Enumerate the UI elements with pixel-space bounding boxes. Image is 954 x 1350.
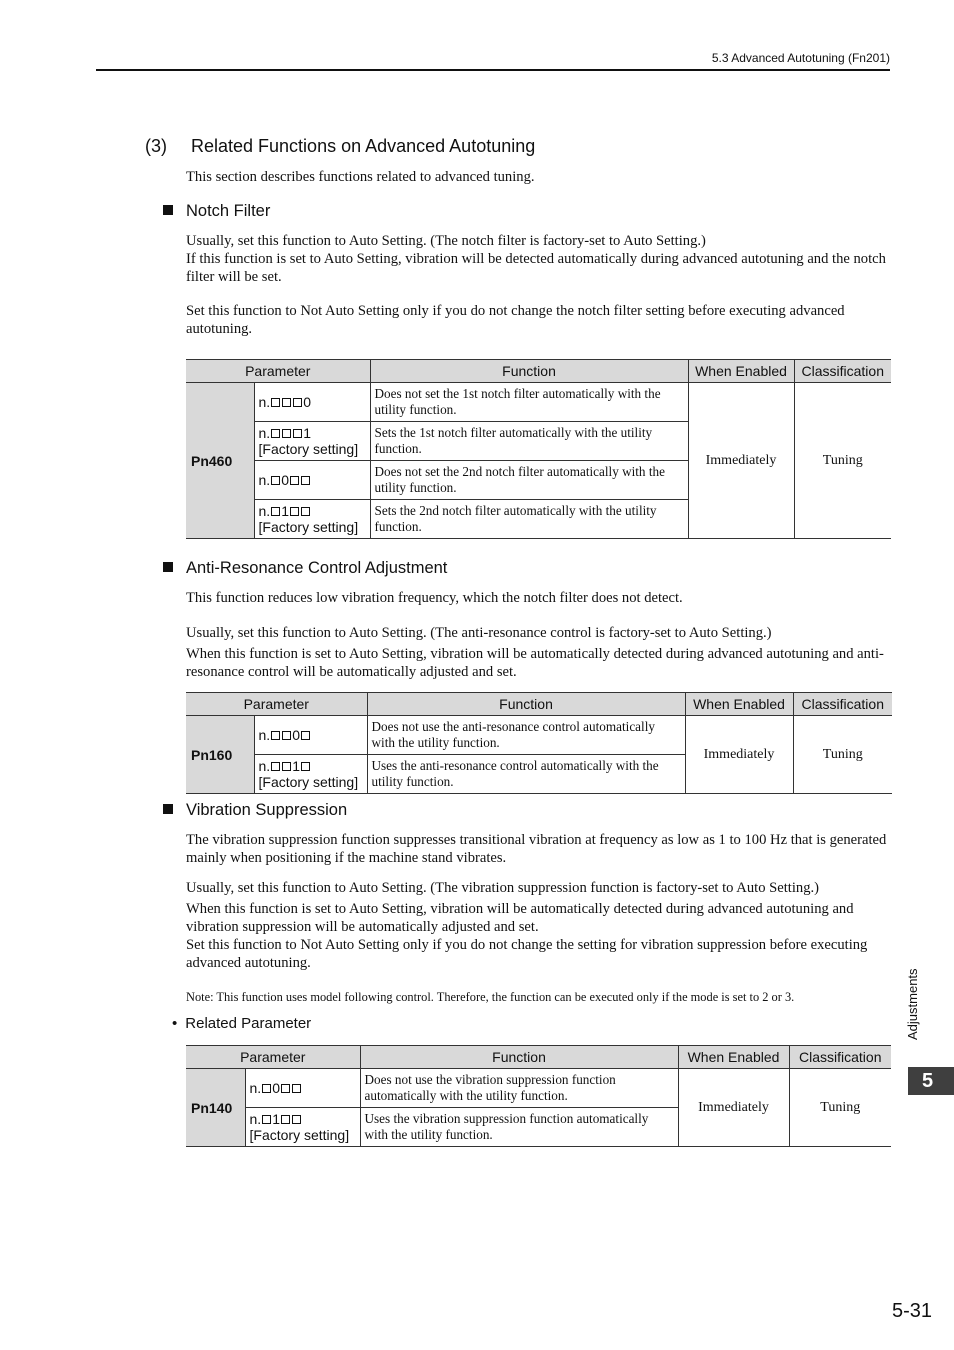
square-bullet-icon: [163, 562, 173, 572]
bullet-dot-icon: •: [172, 1015, 178, 1032]
antires-heading-text: Anti-Resonance Control Adjustment: [186, 559, 448, 577]
section-heading: [145, 136, 535, 157]
setting-function: Does not use the vibration suppression function automatically with the utility function.: [360, 1069, 678, 1108]
setting-function: Uses the anti-resonance control automatically with the utility function.: [367, 755, 685, 794]
col-header-classification: Classification: [794, 360, 891, 383]
col-header-parameter: Parameter: [186, 1046, 360, 1069]
col-header-function: Function: [360, 1046, 678, 1069]
setting-value: n. 1 [Factory setting]: [245, 1108, 360, 1147]
antires-p3: When this function is set to Auto Setting, vibration will be automatically detected during advanced autotuning and anti-resonance control will be automatically adjusted and set.: [186, 646, 884, 680]
antires-paragraph: [186, 624, 890, 681]
setting-function: Sets the 1st notch filter automatically with the utility function.: [370, 422, 688, 461]
setting-function: Does not set the 2nd notch filter automatically with the utility function.: [370, 461, 688, 500]
vib-p2: Usually, set this function to Auto Setting. (The vibration suppression function is factory-set to Auto Setting.): [186, 880, 819, 896]
vib-paragraph: [186, 879, 890, 972]
square-bullet-icon: [163, 804, 173, 814]
col-header-when-enabled: When Enabled: [688, 360, 794, 383]
setting-function: Sets the 2nd notch filter automatically with the utility function.: [370, 500, 688, 539]
square-bullet-icon: [163, 205, 173, 215]
setting-function: Uses the vibration suppression function automatically with the utility function.: [360, 1108, 678, 1147]
vib-heading-text: Vibration Suppression: [186, 801, 348, 819]
notch-heading: [163, 202, 270, 221]
factory-setting-label: [Factory setting]: [258, 774, 359, 790]
antires-p1: This function reduces low vibration frequency, which the notch filter does not detect.: [186, 590, 683, 606]
setting-function: Does not set the 1st notch filter automatically with the utility function.: [370, 383, 688, 422]
page-number: 5-31: [892, 1300, 933, 1322]
header-rule: [96, 69, 890, 71]
setting-value: n. 0: [254, 383, 370, 422]
setting-value: n. 1 [Factory setting]: [254, 755, 367, 794]
vib-note: Note: This function uses model following control. Therefore, the function can be executed only if the mode is set to 2 or 3.: [186, 990, 795, 1004]
section-title: Related Functions on Advanced Autotuning: [191, 136, 536, 156]
col-header-function: Function: [370, 360, 688, 383]
notch-paragraph: [186, 232, 890, 286]
classification: Tuning: [793, 716, 892, 794]
vib-p1: The vibration suppression function suppresses transitional vibration at frequency as low as 1 to 100 Hz that is generated mainly when positioning if the machine stand vibrates.: [186, 832, 887, 866]
when-enabled: Immediately: [688, 383, 794, 539]
related-parameter-text: Related Parameter: [185, 1015, 312, 1032]
table-row: [186, 383, 891, 422]
notch-heading-text: Notch Filter: [186, 202, 271, 220]
setting-value: n. 0: [254, 461, 370, 500]
col-header-function: Function: [367, 693, 685, 716]
setting-function: Does not use the anti-resonance control automatically with the utility function.: [367, 716, 685, 755]
notch-parameter-table: [186, 359, 891, 539]
parameter-number: Pn160: [186, 716, 254, 794]
vib-p4: Set this function to Not Auto Setting only if you do not change the setting for vibration suppression before executing advanced autotuning.: [186, 937, 868, 971]
notch-p2: If this function is set to Auto Setting, vibration will be detected automatically during advanced autotuning and the notch filter will be set.: [186, 251, 886, 285]
related-parameter-label: [172, 1015, 311, 1032]
col-header-when-enabled: When Enabled: [678, 1046, 789, 1069]
running-header: 5.3 Advanced Autotuning (Fn201): [711, 51, 890, 65]
chapter-side-label: Adjustments: [905, 968, 920, 1040]
setting-value: n. 0: [254, 716, 367, 755]
col-header-when-enabled: When Enabled: [685, 693, 793, 716]
notch-p1: Usually, set this function to Auto Setting. (The notch filter is factory-set to Auto Setting.): [186, 233, 706, 249]
setting-value: n. 1 [Factory setting]: [254, 422, 370, 461]
factory-setting-label: [Factory setting]: [258, 519, 359, 535]
section-number: (3): [145, 136, 167, 156]
factory-setting-label: [Factory setting]: [258, 441, 359, 457]
antires-heading: [163, 559, 447, 578]
setting-value: n. 1 [Factory setting]: [254, 500, 370, 539]
classification: Tuning: [794, 383, 891, 539]
col-header-parameter: Parameter: [186, 360, 370, 383]
col-header-classification: Classification: [789, 1046, 891, 1069]
chapter-tab: 5: [908, 1067, 954, 1095]
classification: Tuning: [789, 1069, 891, 1147]
parameter-number: Pn460: [186, 383, 254, 539]
when-enabled: Immediately: [685, 716, 793, 794]
section-intro: This section describes functions related to advanced tuning.: [186, 169, 535, 185]
table-row: [186, 716, 892, 755]
notch-p3: Set this function to Not Auto Setting only if you do not change the notch filter setting before executing advanced autotuning.: [186, 303, 845, 337]
vib-heading: [163, 801, 347, 820]
parameter-number: Pn140: [186, 1069, 245, 1147]
col-header-classification: Classification: [793, 693, 892, 716]
col-header-parameter: Parameter: [186, 693, 367, 716]
table-row: [186, 1069, 891, 1108]
vib-parameter-table: [186, 1045, 891, 1147]
antires-parameter-table: [186, 692, 892, 794]
antires-p2: Usually, set this function to Auto Setting. (The anti-resonance control is factory-set to Auto Setting.): [186, 625, 772, 641]
setting-value: n. 0: [245, 1069, 360, 1108]
vib-p3: When this function is set to Auto Setting, vibration will be automatically detected during advanced autotuning and vibration suppression will be automatically adjusted and set.: [186, 901, 854, 935]
factory-setting-label: [Factory setting]: [249, 1127, 350, 1143]
when-enabled: Immediately: [678, 1069, 789, 1147]
